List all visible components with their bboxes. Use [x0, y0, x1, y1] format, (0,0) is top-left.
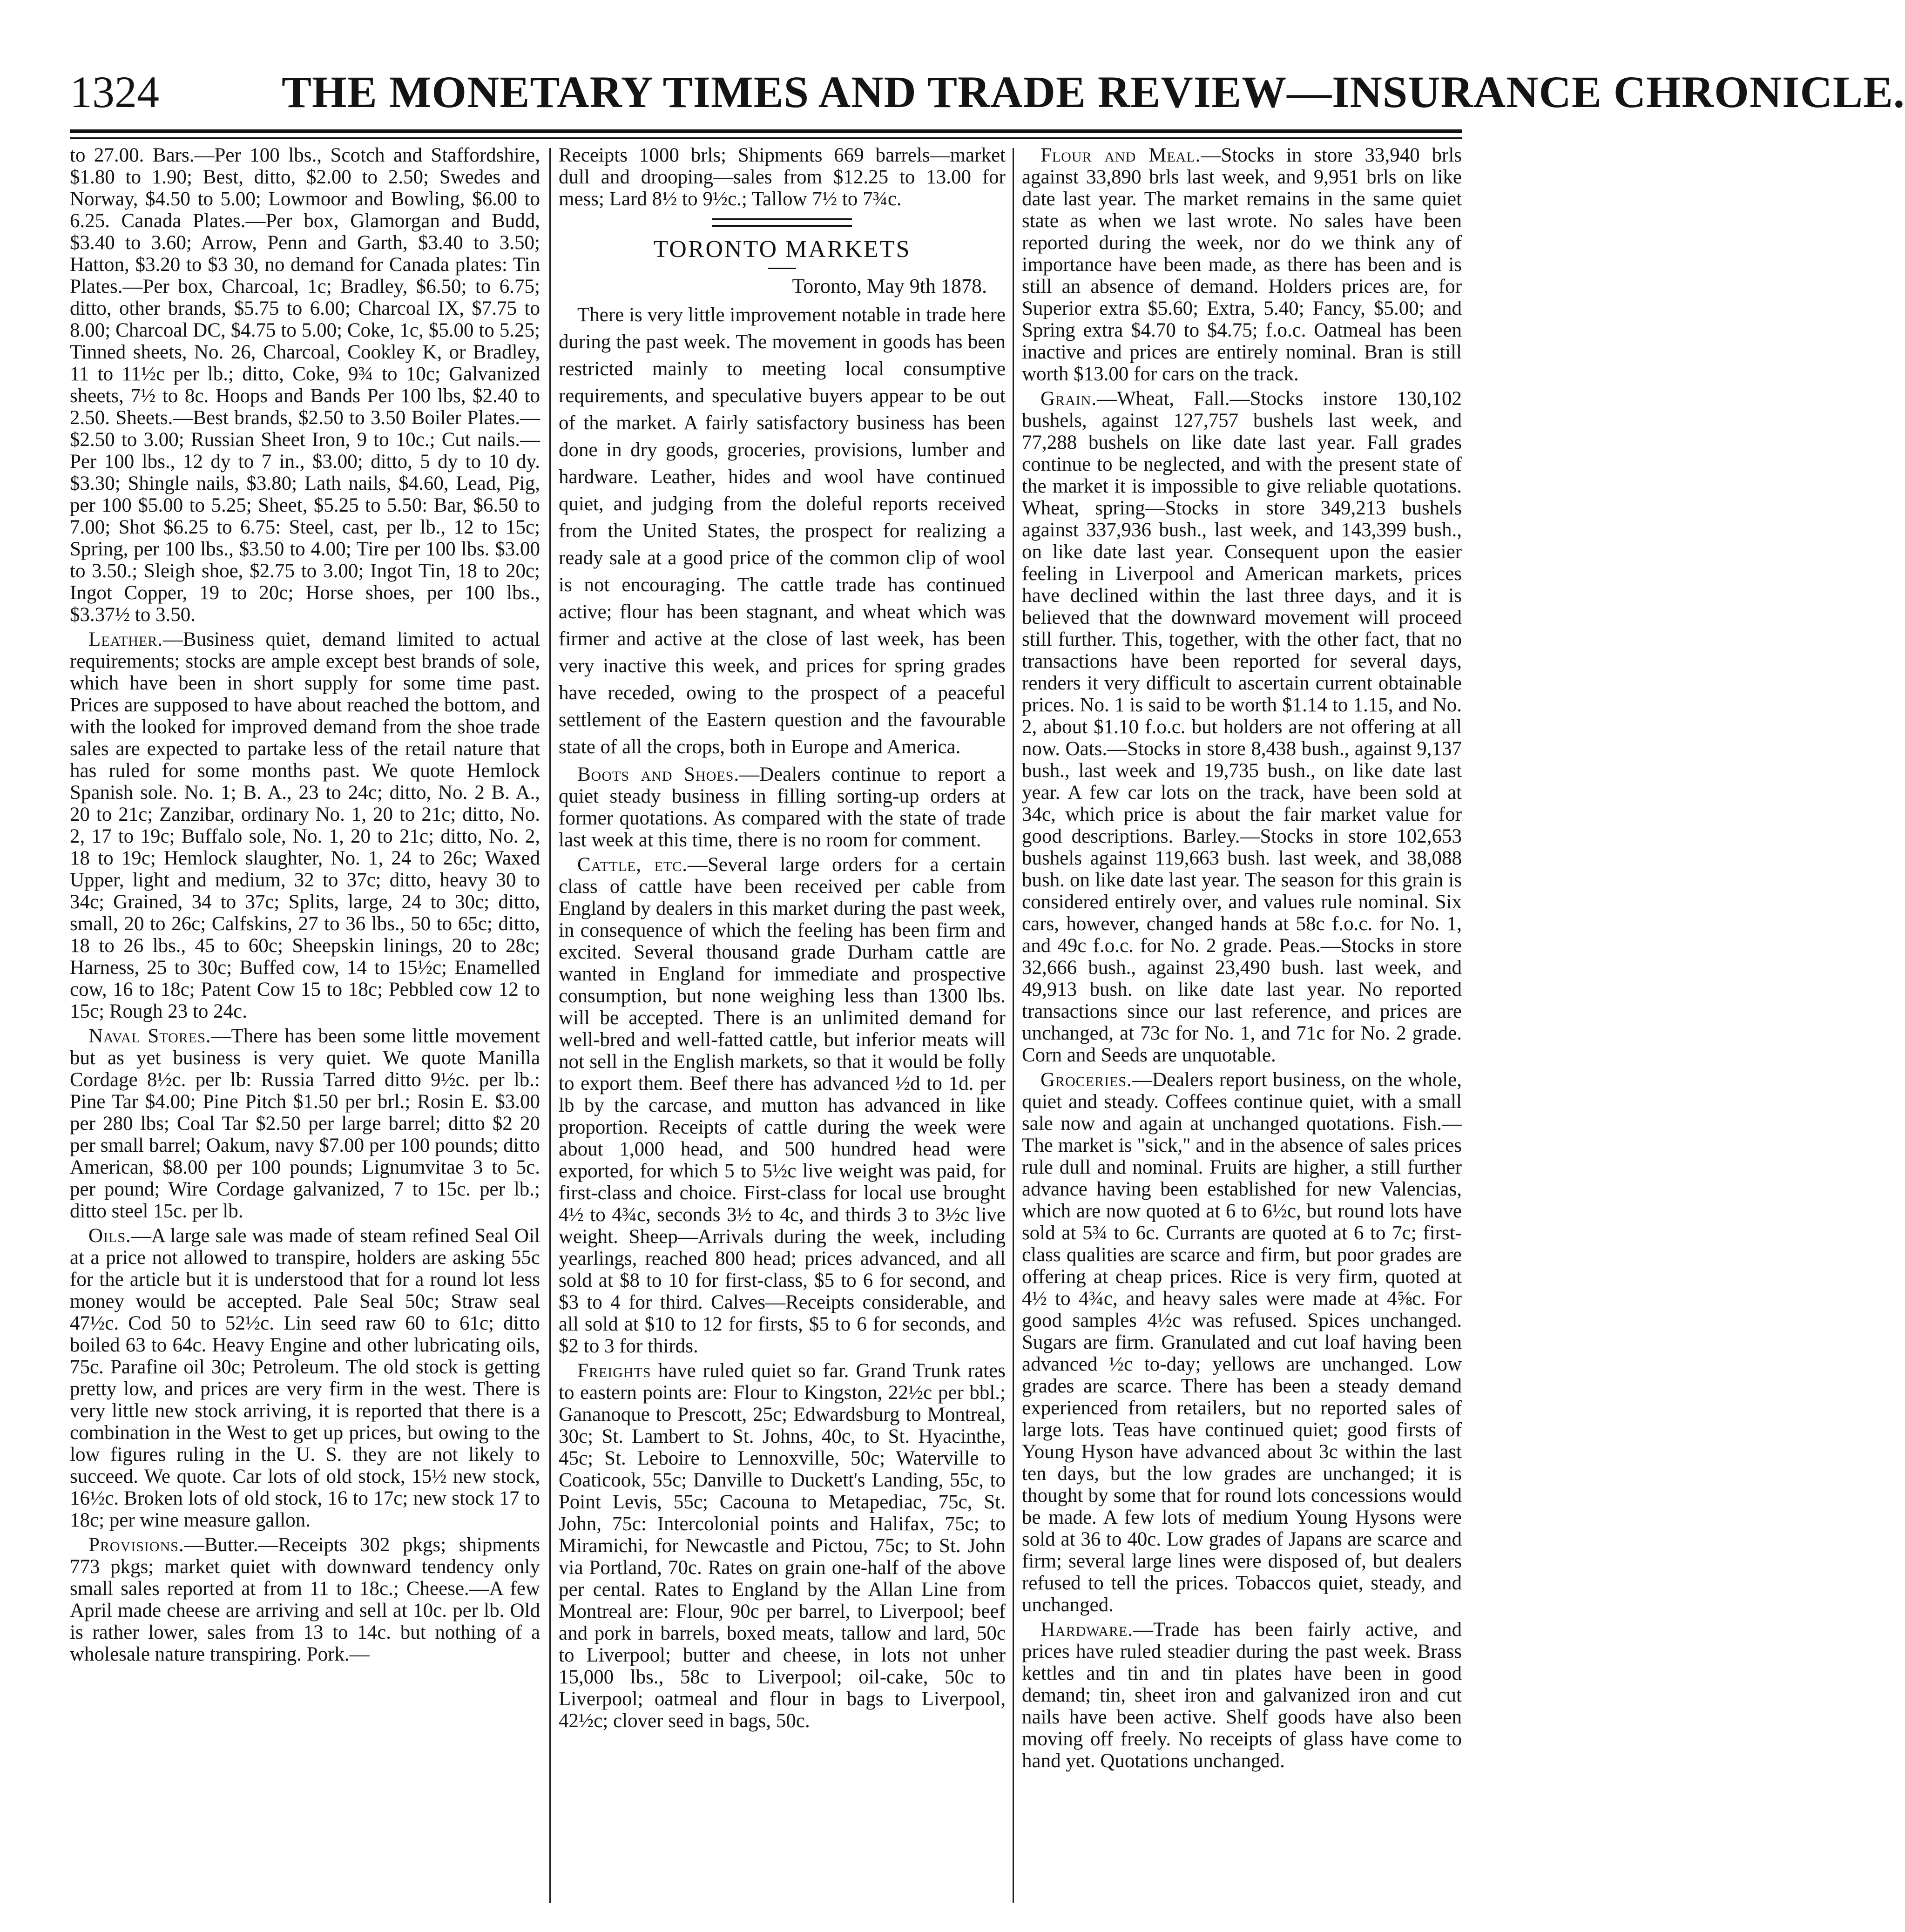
- naval-stores-paragraph: [70, 1025, 540, 1222]
- column-left: [70, 144, 540, 1909]
- paragraph-text: —A large sale was made of steam refined Seal Oil at a price not allowed to transpire, holders are asking 55c for the article but it is understood that for a round lot less money would be accepted. Pale Seal 50c; Straw seal 47½c. Cod 50 to 52½c. Lin seed raw 60 to 61c; ditto boiled 63 to 64c. Heavy Engine and other lubricating oils, 75c. Parafine oil 30c; Petroleum. The old stock is getting pretty low, and prices are very firm in the west. There is very little new stock arriving, it is reported that there is a combination in the West to get up prices, but owing to the low figures ruling in the U. S. they are not likely to succeed. We quote. Car lots of old stock, 15½ new stock, 16½c. Broken lots of old stock, 16 to 17c; new stock 17 to 18c; per wine measure gallon.: [70, 1225, 540, 1531]
- provisions-paragraph: [70, 1534, 540, 1665]
- section-heading: Groceries.: [1040, 1069, 1132, 1091]
- paragraph-text: —Trade has been fairly active, and prices have ruled steadier during the past week. Brass kettles and tin and tin plates have been in good demand; tin, sheet iron and galvanized iron and cut nails have been active. Shelf goods have also been moving off freely. No receipts of glass have come to hand yet. Quotations unchanged.: [1022, 1619, 1462, 1772]
- oils-paragraph: [70, 1225, 540, 1531]
- column-right: [1022, 144, 1462, 1909]
- paragraph-text: —Dealers continue to report a quiet steady business in filling sorting-up orders at former quotations. As compared with the state of trade last week at this time, there is no room for comment.: [559, 763, 1006, 851]
- paragraph-text: —There has been some little movement but as yet business is very quiet. We quote Manilla Cordage 8½c. per lb: Russia Tarred ditto 9½c. per lb.: Pine Tar $4.00; Pine Pitch $1.50 per brl.; Rosin E. $3.00 per 280 lbs; Coal Tar $2.50 per large barrel; ditto $2 20 per small barrel; Oakum, navy $7.00 per 100 pounds; ditto American, $8.00 per 100 pounds; Lignumvitae 3 to 5c. per pound; Wire Cordage galvanized, 7 to 15c. per lb.; ditto steel 15c. per lb.: [70, 1025, 540, 1222]
- boots-shoes-paragraph: [559, 763, 1006, 851]
- paragraph-text: —Business quiet, demand limited to actual requirements; stocks are ample except best brands of sole, which have been in short supply for some time past. Prices are supposed to have about reached the bottom, and with the looked for improved demand from the shoe trade sales are expected to partake less of the retail nature that has ruled for some months past. We quote Hemlock Spanish sole. No. 1; B. A., 23 to 24c; ditto, No. 2 B. A., 20 to 21c; Zanzibar, ordinary No. 1, 20 to 21c; ditto, No. 2, 17 to 19c; Buffalo sole, No. 1, 20 to 21c; ditto, No. 2, 18 to 19c; Hemlock slaughter, No. 1, 24 to 26c; Waxed Upper, light and medium, 32 to 37c; ditto, heavy 30 to 34c; Grained, 34 to 37c; Splits, large, 24 to 30c; ditto, small, 20 to 26c; Calfskins, 27 to 36 lbs., 50 to 65c; ditto, 18 to 26 lbs., 45 to 60c; Sheepskin linings, 20 to 28c; Harness, 25 to 30c; Buffed cow, 14 to 15½c; Enamelled cow, 16 to 18c; Patent Cow 15 to 18c; Pebbled cow 12 to 15c; Rough 23 to 24c.: [70, 628, 540, 1022]
- freights-paragraph: [559, 1360, 1006, 1732]
- header-rule-thick: [70, 129, 1462, 133]
- section-heading: Provisions.: [88, 1534, 184, 1556]
- section-heading: Flour and Meal.: [1040, 144, 1201, 166]
- section-heading: Oils.: [88, 1225, 131, 1247]
- grain-paragraph: [1022, 388, 1462, 1066]
- section-heading: Cattle, etc.: [577, 854, 688, 876]
- section-heading: Naval Stores.: [88, 1025, 211, 1047]
- section-heading: Leather.: [88, 628, 163, 650]
- paragraph-text: —Stocks in store 33,940 brls against 33,890 brls last week, and 9,951 brls on like date last year. The market remains in the same quiet state as when we last wrote. No sales have been reported during the week, nor do we think any of importance have been made, as there has been and is still an absence of demand. Holders prices are, for Superior extra $5.60; Extra, 5.40; Fancy, $5.00; and Spring extra $4.70 to $4.75; f.o.c. Oatmeal has been inactive and prices are entirely nominal. Bran is still worth $13.00 for cars on the track.: [1022, 144, 1462, 385]
- section-heading: Freights: [577, 1360, 651, 1382]
- title-underline: [768, 268, 796, 269]
- groceries-paragraph: [1022, 1069, 1462, 1616]
- section-heading: Grain.: [1040, 388, 1097, 410]
- header-rule-thin: [70, 137, 1462, 139]
- cattle-paragraph: [559, 854, 1006, 1357]
- paragraph-text: —Several large orders for a certain class of cattle have been received per cable from England by dealers in this market during the past week, in consequence of which the feeling has been firm and excited. Several thousand grade Durham cattle are wanted in England for immediate and prospective consumption, but none weighing less than 1300 lbs. will be accepted. There is an unlimited demand for well-bred and well-fatted cattle, but inferior meats will not sell in the English markets, so that it would be folly to export them. Beef there has advanced ½d to 1d. per lb by the carcase, and mutton has advanced in like proportion. Receipts of cattle during the week were about 1,000 head, and 500 hundred head were exported, for which 5 to 5½c live weight was paid, for first-class and choice. First-class for local use brought 4½ to 4¾c, seconds 3½ to 4c, and thirds 3 to 3½c live weight. Sheep—Arrivals during the week, including yearlings, reached 800 head; prices advanced, and all sold at $8 to 10 for first-class, $5 to 6 for second, and $3 to 4 for third. Calves—Receipts considerable, and all sold at $10 to 12 for firsts, $5 to 6 for seconds, and $2 to 3 for thirds.: [559, 854, 1006, 1357]
- section-heading: Boots and Shoes.: [577, 763, 740, 785]
- pork-continuation-paragraph: Receipts 1000 brls; Shipments 669 barrels—market dull and drooping—sales from $12.25 to 13.00 for mess; Lard 8½ to 9½c.; Tallow 7½ to 7¾c.: [559, 144, 1006, 210]
- dateline: Toronto, May 9th 1878.: [792, 275, 987, 297]
- paragraph-text: —Butter.—Receipts 302 pkgs; shipments 773 pkgs; market quiet with downward tendency only small sales reported at from 11 to 18c.; Cheese.—A few April made cheese are arriving and sell at 10c. per lb. Old is rather lower, sales from 13 to 14c. but nothing of a wholesale nature transpiring. Pork.—: [70, 1534, 540, 1665]
- leather-paragraph: [70, 628, 540, 1022]
- section-divider: [712, 218, 852, 227]
- page-number: 1324: [70, 67, 159, 117]
- paragraph-text: —Wheat, Fall.—Stocks instore 130,102 bushels, against 127,757 bushels last week, and 77,288 bushels on like date last year. Fall grades continue to be neglected, and with the present state of the market it is impossible to give reliable quotations. Wheat, spring—Stocks in store 349,213 bushels against 337,936 bush., last week, and 143,399 bush., on like date last year. Consequent upon the easier feeling in Liverpool and American markets, prices have declined within the last three days, and it is believed that the downward movement will proceed still further. This, together, with the other fact, that no transactions have been reported for several days, renders it very difficult to ascertain current obtainable prices. No. 1 is said to be worth $1.14 to 1.15, and No. 2, about $1.10 f.o.c. but holders are not offering at all now. Oats.—Stocks in store 8,438 bush., against 9,137 bush., last week and 19,735 bush., on like date last year. A few car lots on the track, have been sold at 34c, which price is about the fair market value for good descriptions. Barley.—Stocks in store 102,653 bushels against 119,663 bush. last week, and 38,088 bush. on like date last year. The season for this grain is considered entirely over, and values rule nominal. Six cars, however, changed hands at 58c f.o.c. for No. 1, and 49c f.o.c. for No. 2 grade. Peas.—Stocks in store 32,666 bush., against 23,490 bush. last week, and 49,913 bush. on like date last year. No reported transactions since our last reference, and prices are unchanged, at 73c for No. 1, and 71c for No. 2 grade. Corn and Seeds are unquotable.: [1022, 388, 1462, 1066]
- iron-prices-paragraph: to 27.00. Bars.—Per 100 lbs., Scotch and Staffordshire, $1.80 to 1.90; Best, ditto, $2.00 to 2.50; Swedes and Norway, $4.50 to 5.00; Lowmoor and Bowling, $6.00 to 6.25. Canada Plates.—Per box, Glamorgan and Budd, $3.40 to 3.60; Arrow, Penn and Garth, $3.40 to 3.50; Hatton, $3.20 to $3 30, no demand for Canada plates: Tin Plates.—Per box, Charcoal, 1c; Bradley, $6.50; to 6.75; ditto, other brands, $5.75 to 6.00; Charcoal IX, $7.75 to 8.00; Charcoal DC, $4.75 to 5.00; Coke, 1c, $5.00 to 5.25; Tinned sheets, No. 26, Charcoal, Cookley K, or Bradley, 11 to 11½c per lb.; ditto, Coke, 9¾ to 10c; Galvanized sheets, 7½ to 8c. Hoops and Bands Per 100 lbs, $2.40 to 2.50. Sheets.—Best brands, $2.50 to 3.50 Boiler Plates.—$2.50 to 3.00; Russian Sheet Iron, 9 to 10c.; Cut nails.—Per 100 lbs., 12 dy to 7 in., $3.00; ditto, 5 dy to 10 dy. $3.30; Shingle nails, $3.80; Lath nails, $4.60, Lead, Pig, per 100 $5.00 to 5.25; Sheet, $5.25 to 5.50: Bar, $6.50 to 7.00; Shot $6.25 to 6.75: Steel, cast, per lb., 12 to 15c; Spring, per 100 lbs., $3.50 to 4.00; Tire per 100 lbs. $3.00 to 3.50.; Sleigh shoe, $2.75 to 3.00; Ingot Tin, 18 to 20c; Ingot Copper, 19 to 20c; Horse shoes, per 100 lbs., $3.37½ to 3.50.: [70, 144, 540, 626]
- paragraph-text: —Dealers report business, on the whole, quiet and steady. Coffees continue quiet, with a small sale now and again at unchanged quotations. Fish.—The market is "sick," and in the absence of sales prices rule dull and nominal. Fruits are higher, a still further advance having been established for new Valencias, which are now quoted at 6 to 6½c, but round lots have sold at 5¾ to 6c. Currants are quoted at 6 to 7c; first-class qualities are scarce and firm, but poor grades are offering at cheap prices. Rice is very firm, quoted at 4½ to 4¾c, and heavy sales were made at 4⅝c. For good samples 4½c was refused. Spices unchanged. Sugars are firm. Granulated and cut loaf having been advanced ½c to-day; yellows are unchanged. Low grades are scarce. There has been a steady demand experienced from retailers, but no reported sales of large lots. Teas have continued quiet; good firsts of Young Hyson have advanced about 3c within the last ten days, but the low grades are unchanged; it is thought by some that for round lots concessions would be made. A few lots of medium Young Hysons were sold at 36 to 40c. Low grades of Japans are scarce and firm; several large lines were disposed of, but dealers refused to tell the prices. Tobaccos quiet, steady, and unchanged.: [1022, 1069, 1462, 1616]
- flour-meal-paragraph: [1022, 144, 1462, 385]
- masthead-title: THE MONETARY TIMES AND TRADE REVIEW—INSURANCE CHRONICLE.: [282, 67, 1905, 117]
- section-heading: Hardware.: [1040, 1619, 1134, 1641]
- section-title: TORONTO MARKETS: [653, 236, 911, 263]
- hardware-paragraph: [1022, 1619, 1462, 1772]
- paragraph-text: have ruled quiet so far. Grand Trunk rates to eastern points are: Flour to Kingston, 22½c per bbl.; Gananoque to Prescott, 25c; Edwardsburg to Montreal, 30c; St. Lambert to St. Johns, 40c, to St. Hyacinthe, 45c; St. Leboire to Lennoxville, 50c; Waterville to Coaticook, 55c; Danville to Duckett's Landing, 55c, to Point Levis, 55c; Cacouna to Metapediac, 75c, St. John, 75c: Intercolonial points and Halifax, 75c; to Miramichi, for Newcastle and Pictou, 75c; to St. John via Portland, 70c. Rates on grain one-half of the above per cental. Rates to England by the Allan Line from Montreal are: Flour, 90c per barrel, to Liverpool; beef and pork in barrels, boxed meats, tallow and lard, 50c to Liverpool; butter and cheese, in lots not unher 15,000 lbs., 58c to Liverpool; oil-cake, 50c to Liverpool; oatmeal and flour in bags to Liverpool, 42½c; clover seed in bags, 50c.: [559, 1360, 1006, 1732]
- column-middle: [559, 144, 1006, 1909]
- column-divider: [549, 148, 551, 1903]
- column-divider: [1013, 148, 1014, 1903]
- intro-paragraph: There is very little improvement notable in trade here during the past week. The movement in goods has been restricted mainly to meeting local consumptive requirements, and speculative buyers appear to be out of the market. A fairly satisfactory business has been done in dry goods, groceries, provisions, lumber and hardware. Leather, hides and wool have continued quiet, and judging from the doleful reports received from the United States, the prospect for realizing a ready sale at a good price of the common clip of wool is not encouraging. The cattle trade has continued active; flour has been stagnant, and wheat which was firmer and active at the close of last week, has been very inactive this week, and prices for spring grades have receded, owing to the prospect of a peaceful settlement of the Eastern question and the favourable state of all the crops, both in Europe and America.: [559, 304, 1006, 758]
